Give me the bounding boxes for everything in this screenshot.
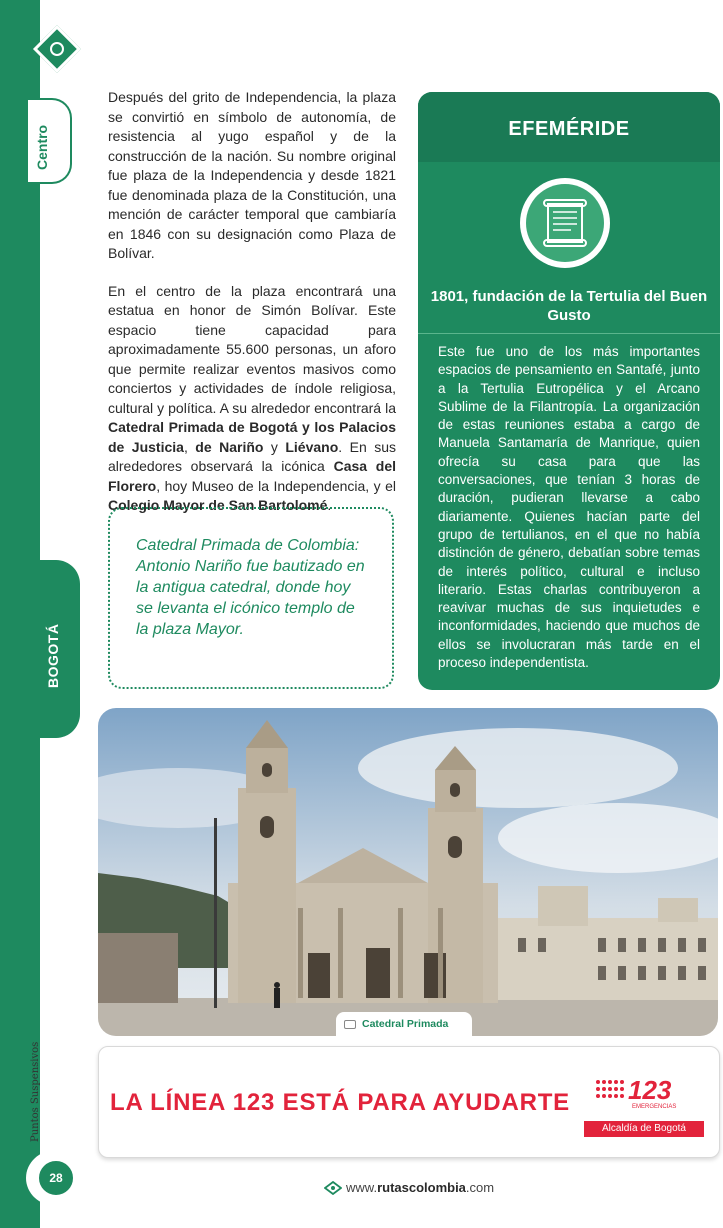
section-tab <box>28 98 72 184</box>
quote-text: Catedral Primada de Colombia: Antonio Nariño fue bautizado en la antigua catedral, donde hoy se levanta el icónico templo de la plaza Mayor. <box>136 537 365 638</box>
photo-caption <box>336 1012 472 1036</box>
efemeride-body: Este fue uno de los más importantes espacios de pensamiento en Santafé, junto a la Tertulia Eutropélica y el Arcano Sublime de la Filantropía. La organización de estas reuniones estaba a cargo de Manuela Santamaría de Manrique, quien ofrecía su casa para que las conversaciones, que tenían 3 horas de duración, pudieran llevarse a cabo diariamente. Quienes hacían parte del grupo de tertulianos, en el que no había distinción de género, debatían sobre temas de interés político, cultural e incluso literario. Estas charlas contribuyeron a reavivar muchas de sus inquietudes e inconformidades, haciendo que muchos de ellos se involucraran más tarde en el proceso independentista. <box>438 344 700 671</box>
smiley-icon <box>50 42 64 56</box>
article-paragraph-1: Después del grito de Independencia, la plaza se convirtió en símbolo de autonomía, de resistencia al yugo español y de la construcción de la nación. Su nombre original fue plaza de la Independencia y desde 1821 fue denominada plaza de la Constitución, una mención de carácter temporal que cambiaría en 1846 con su designación como Plaza de Bolívar. <box>108 89 396 261</box>
footer-url-prefix: www. <box>346 1180 378 1195</box>
footer-url[interactable] <box>324 1180 494 1195</box>
efemeride-divider <box>418 333 720 334</box>
alcaldia-label: Alcaldía de Bogotá <box>584 1121 704 1137</box>
brand-logo <box>22 1030 52 1150</box>
emergency-123-logo <box>594 1076 690 1110</box>
rutas-logo-icon <box>324 1181 342 1195</box>
footer-url-bold: rutascolombia <box>377 1180 466 1195</box>
logo-number: 123 <box>628 1076 672 1105</box>
city-tab <box>28 560 80 738</box>
photo-caption-text: Catedral Primada <box>362 1018 449 1030</box>
logo-sub: EMERGENCIAS <box>632 1104 677 1110</box>
footer-url-suffix: .com <box>465 1180 495 1195</box>
camera-icon <box>344 1020 356 1029</box>
emergency-banner-text: LA LÍNEA 123 ESTÁ PARA AYUDARTE <box>110 1089 570 1116</box>
scroll-icon <box>526 184 604 262</box>
brand-logo-text: Puntos Suspensivos <box>30 1041 41 1142</box>
efemeride-subtitle: 1801, fundación de la Tertulia del Buen Gusto <box>430 288 708 324</box>
cathedral-photo <box>98 708 718 1036</box>
city-tab-label: BOGOTÁ <box>45 623 61 688</box>
article-body <box>108 88 396 534</box>
efemeride-title: EFEMÉRIDE <box>508 118 630 140</box>
section-tab-label: Centro <box>34 124 50 170</box>
page-number: 28 <box>36 1158 76 1198</box>
article-paragraph-2: En el centro de la plaza encontrará una estatua en honor de Simón Bolívar. Este espacio tiene capacidad para aproximadamente 55.600 personas, un aforo que permite realizar eventos masivos como conciertos y actividades de índole religiosa, cultural y política. A su alrededor encontrará la Catedral Primada de Bogotá y los Palacios de Justicia, de Nariño y Liévano. En sus alrededores observará la icónica Casa del Florero, hoy Museo de la Independencia, y el Colegio Mayor de San Bartolomé. <box>108 282 396 513</box>
